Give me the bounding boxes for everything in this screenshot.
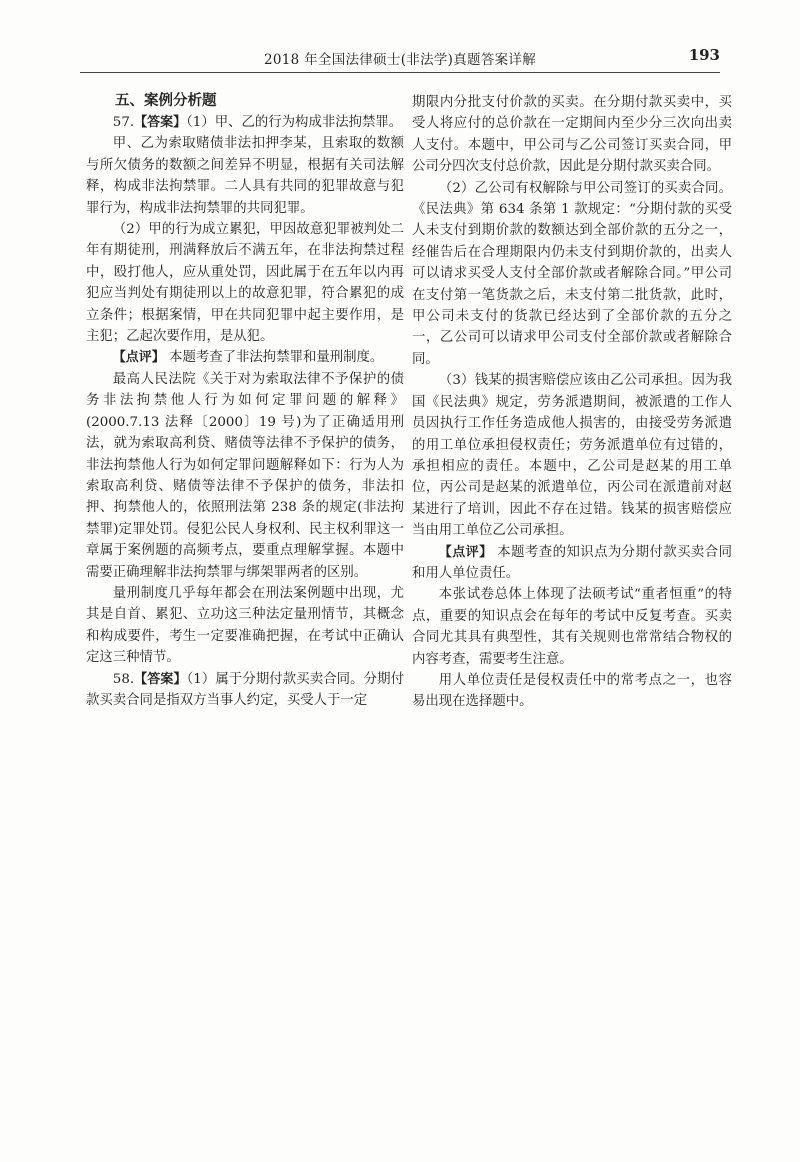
q57-number: 57.	[112, 115, 135, 130]
q57-answer-line	[86, 112, 404, 133]
right-column	[412, 92, 732, 713]
q58-para-1: 期限内分批支付价款的买卖。在分期付款买卖中，买受人将应付的总价款在一定期间内至少分三次向出卖人支付。本题中，甲公司与乙公司签订买卖合同，甲公司分四次支付总价款，因此是分期付款买卖合同。	[412, 95, 732, 175]
q57-answer-tag: 【答案】	[134, 115, 187, 130]
q58-comment-text: 本题考查的知识点为分期付款买卖合同和用人单位责任。	[412, 544, 732, 581]
q58-answer-tag: 【答案】	[134, 671, 187, 687]
left-column	[86, 90, 404, 711]
q58-para-4: 本张试卷总体上体现了法硕考试“重者恒重”的特点，重要的知识点会在每年的考试中反复考查。买卖合同尤其具有典型性，其有关规则也常常结合物权的内容考查，需要考生注意。	[412, 587, 732, 667]
q57-para-4: 量刑制度几乎每年都会在刑法案例题中出现，尤其是自首、累犯、立功这三种法定量刑情节，其概念和构成要件，考生一定要准确把握，在考试中正确认定这三种情节。	[86, 585, 404, 666]
q57-comment-text: 本题考查了非法拘禁罪和量刑制度。	[169, 350, 384, 366]
q57-comment	[86, 347, 404, 368]
q57-para-2: （2）甲的行为成立累犯，甲因故意犯罪被判处二年有期徒刑，刑满释放后不满五年，在非法拘禁过程中，殴打他人，应从重处罚，因此属于在五年以内再犯应当判处有期徒刑以上的故意犯罪，符合累犯的成立条件；根据案情，甲在共同犯罪中起主要作用，是主犯；乙起次要作用，是从犯。	[86, 222, 404, 345]
q58-comment	[412, 542, 732, 585]
q58-number: 58.	[112, 671, 135, 687]
q57-comment-tag: 【点评】	[112, 350, 165, 366]
page-number: 193	[688, 46, 720, 64]
q58-para-2: （2）乙公司有权解除与甲公司签订的买卖合同。《民法典》第 634 条第 1 款规定：“分期付款的买受人未支付到期价款的数额达到全部价款的五分之一，经催告后在合理期限内仍未支付到期价款的，出卖人可以请求买受人支付全部价款或者解除合同。”甲公司在支付第一笔货款之后，未支付第二批货款，此时，甲公司未支付的货款已经达到了全部价款的五分之一，乙公司可以请求甲公司支付全部价款或者解除合同。	[412, 180, 732, 367]
q57-para-1: 甲、乙为索取赌债非法扣押李某，且索取的数额与所欠债务的数额之间差异不明显，根据有关司法解释，构成非法拘禁罪。二人具有共同的犯罪故意与犯罪行为，构成非法拘禁罪的共同犯罪。	[86, 136, 404, 216]
section-heading: 五、案例分析题	[115, 93, 217, 109]
q57-para-3: 最高人民法院《关于对为索取法律不予保护的债务非法拘禁他人行为如何定罪问题的解释》(2000.7.13 法释〔2000〕19 号)为了正确适用刑法，就为索取高利贷、赌债等法律不予保护的债务，非法拘禁他人行为如何定罪问题解释如下：行为人为索取高利贷、赌债等法律不予保护的债务，非法扣押、拘禁他人的，依照刑法第 238 条的规定(非法拘禁罪)定罪处罚。侵犯公民人身权利、民主权利罪这一章属于案例题的高频考点，要重点理解掌握。本题中需要正确理解非法拘禁罪与绑架罪两者的区别。	[86, 371, 404, 580]
q58-first-text: （1）属于分期付款买卖合同。分期付款买卖合同是指双方当事人约定，买受人于一定	[86, 671, 404, 708]
running-header	[80, 44, 720, 73]
q58-para-3: （3）钱某的损害赔偿应该由乙公司承担。因为我国《民法典》规定，劳务派遣期间，被派遣的工作人员因执行工作任务造成他人损害的，由接受劳务派遣的用工单位承担侵权责任；劳务派遣单位有过错的，承担相应的责任。本题中，乙公司是赵某的用工单位，丙公司是赵某的派遣单位，丙公司在派遣前对赵某进行了培训，因此不存在过错。钱某的损害赔偿应当由用工单位乙公司承担。	[412, 373, 732, 539]
q58-para-5: 用人单位责任是侵权责任中的常考点之一，也容易出现在选择题中。	[412, 672, 732, 710]
header-title: 2018 年全国法律硕士(非法学)真题答案详解	[263, 52, 537, 68]
q57-first-text: （1）甲、乙的行为构成非法拘禁罪。	[186, 115, 403, 130]
q58-answer-line	[86, 669, 404, 712]
q58-comment-tag: 【点评】	[438, 544, 493, 560]
